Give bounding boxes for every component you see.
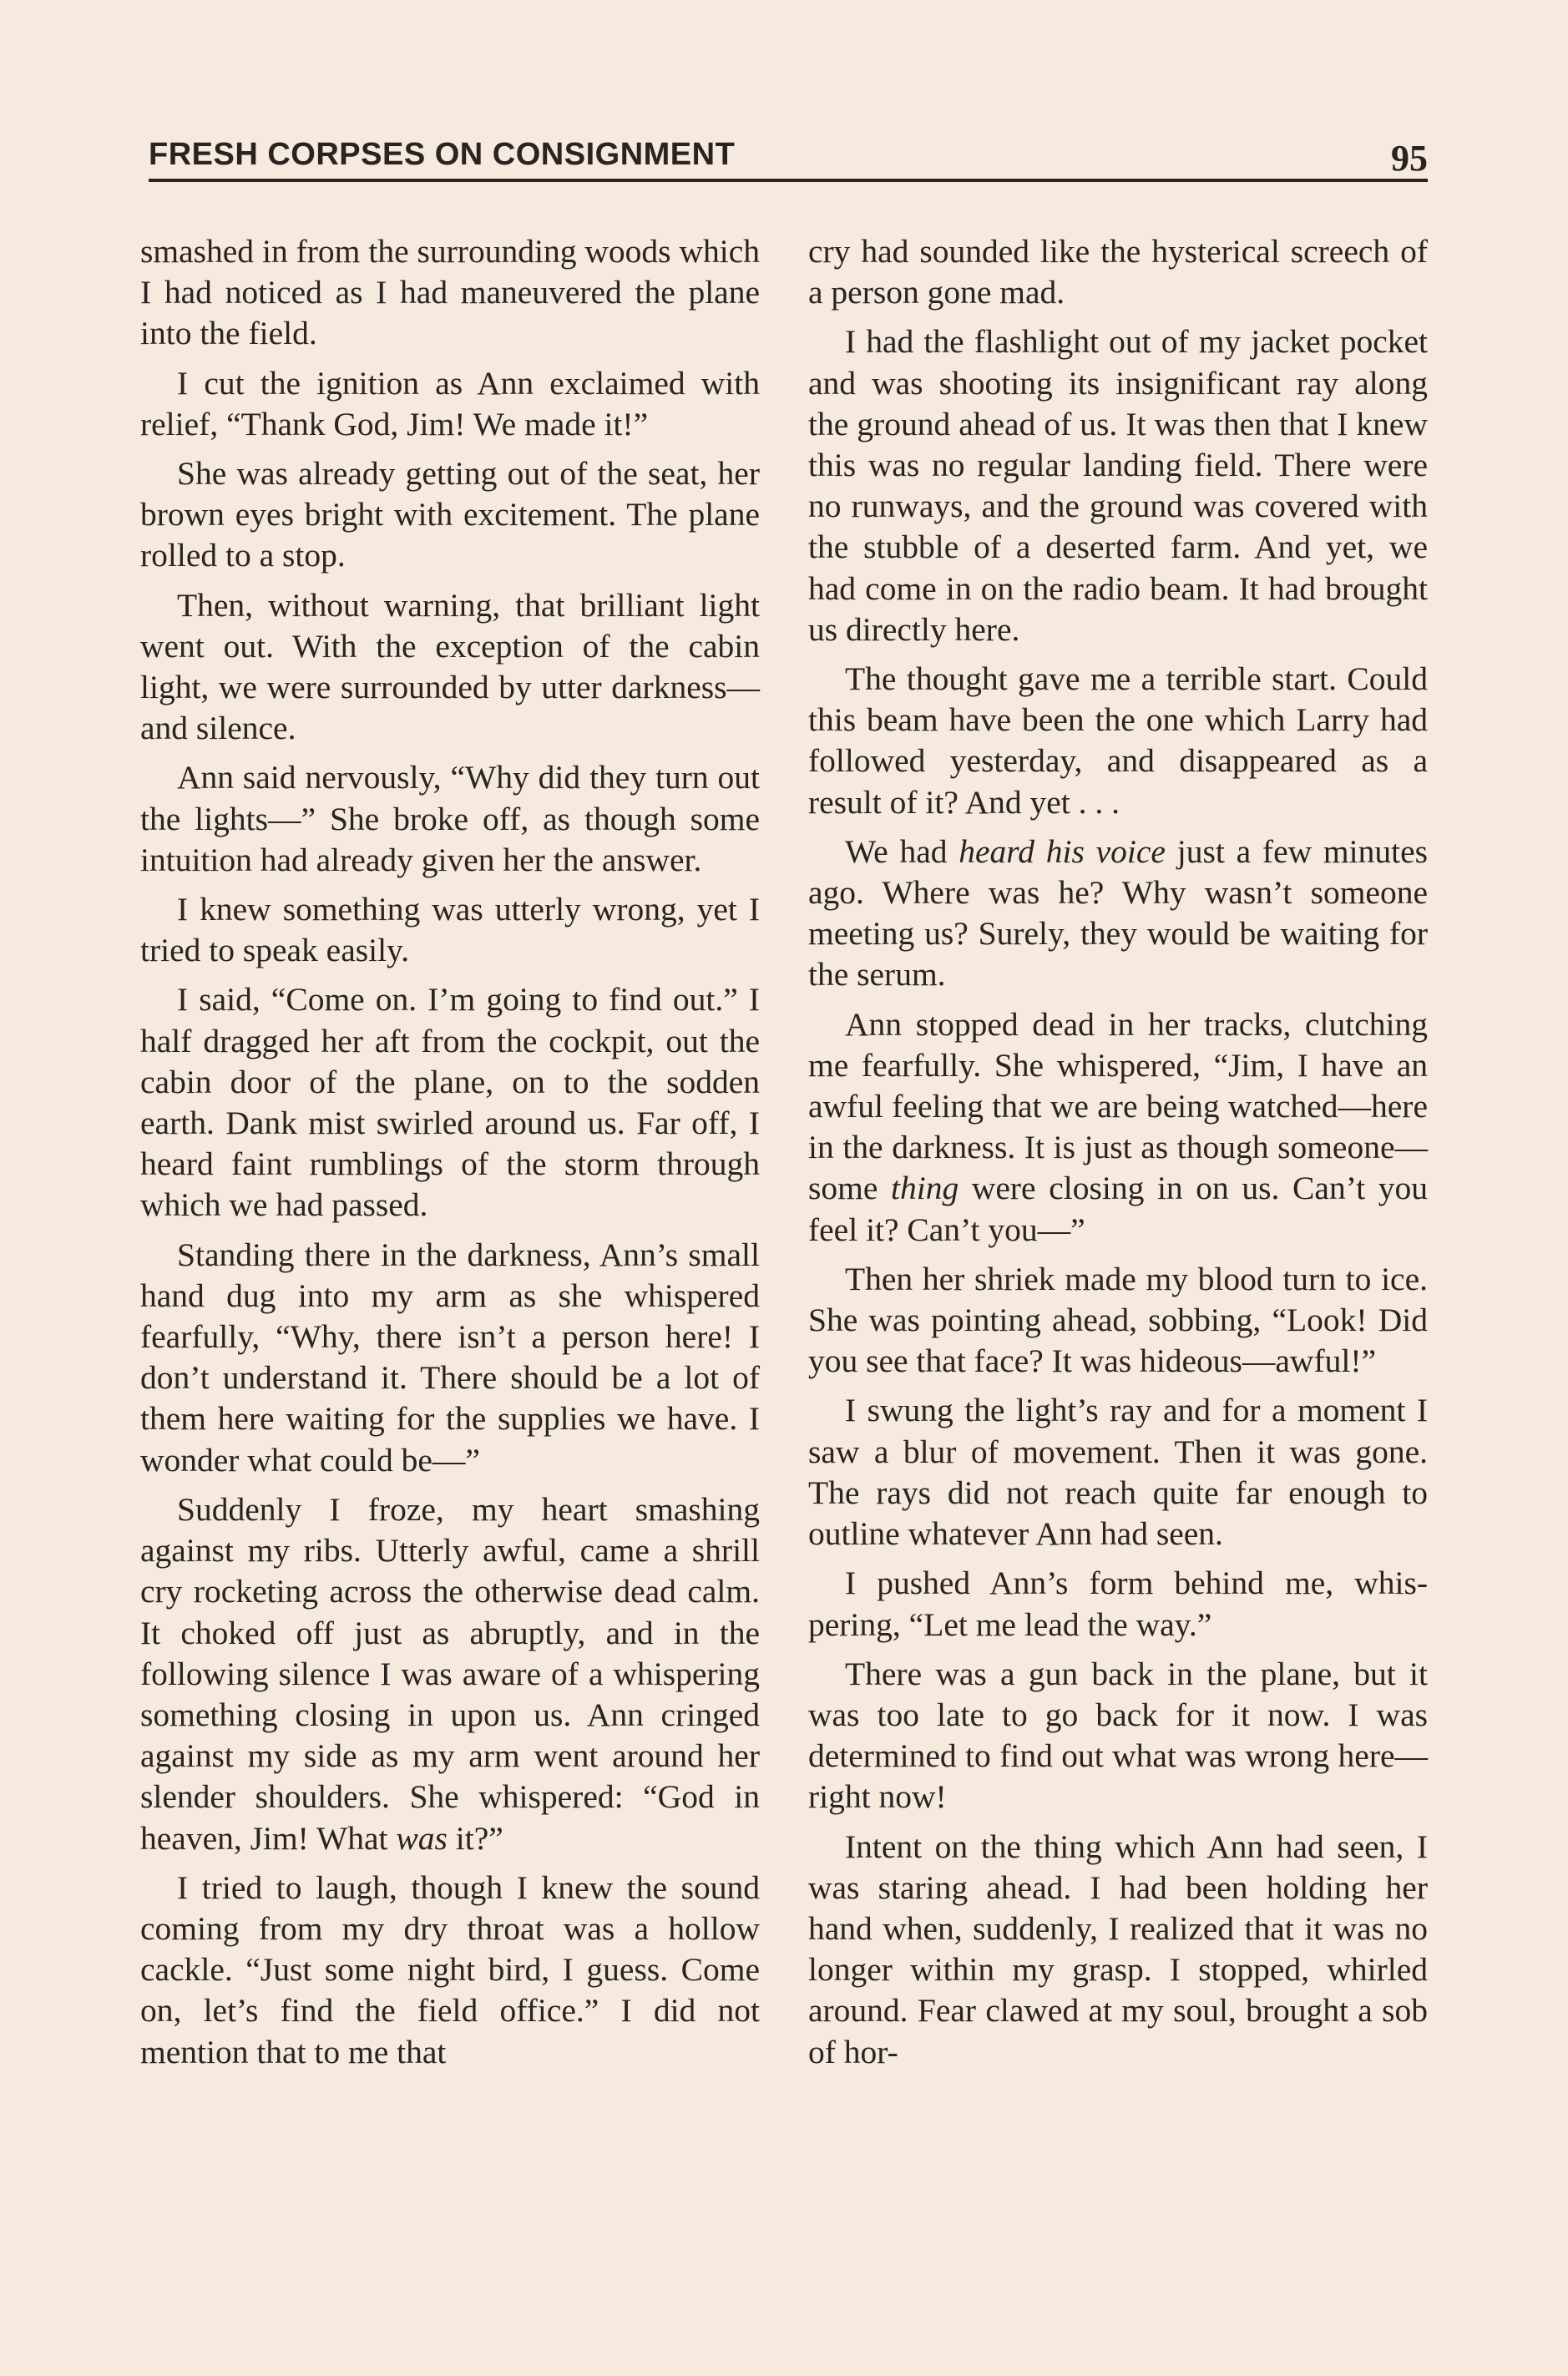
header-rule — [149, 179, 1428, 182]
paragraph: Intent on the thing which Ann had seen, I was staring ahead. I had been holding her hand when, suddenly, I realized that it was no longer within my grasp. I stopped, whirled around. Fear clawed at my soul, brought a sob of hor- — [808, 1827, 1428, 2070]
running-title: FRESH CORPSES ON CONSIGNMENT — [149, 137, 736, 172]
paragraph: Suddenly I froze, my heart smashing against my ribs. Utterly awful, came a shrill cry rocketing across the otherwise dead calm. It choked off just as abruptly, and in the following silence I was aware of a whispering something closing in upon us. Ann cringed against my side as my arm went around her slender shoulders. She whispered: “God in heaven, Jim! What was it?” — [140, 1490, 760, 1857]
paragraph: We had heard his voice just a few minutes ago. Where was he? Why wasn’t someone meeting us? Surely, they would be waiting for the serum. — [808, 832, 1428, 993]
paragraph: I knew something was utterly wrong, yet I tried to speak easily. — [140, 891, 760, 969]
text-columns — [140, 231, 1428, 2081]
page-number: 95 — [1391, 138, 1428, 179]
paragraph: smashed in from the surrounding woods which I had noticed as I had maneuvered the plane into the field. — [140, 233, 760, 352]
paragraph: Then, without warning, that brilliant light went out. With the exception of the cabin light, we were surrounded by utter darkness—and silence. — [140, 586, 760, 747]
paragraph: cry had sounded like the hysterical screech of a person gone mad. — [808, 233, 1428, 311]
paragraph: I said, “Come on. I’m going to find out.” I half dragged her aft from the cockpit, out the cabin door of the plane, on to the sodden earth. Dank mist swirled around us. Far off, I heard faint rumblings of the storm through which we had passed. — [140, 981, 760, 1224]
paragraph: I had the flashlight out of my jacket pocket and was shooting its insignificant ray along the ground ahead of us. It was then that I knew this was no regular landing field. There were no runways, and the ground was covered with the stubble of a deserted farm. And yet, we had come in on the radio beam. It had brought us directly here. — [808, 323, 1428, 648]
italic-emphasis: heard his voice — [959, 832, 1166, 870]
paragraph: Then her shriek made my blood turn to ice. She was pointing ahead, sobbing, “Look! Did you see that face? It was hideous—awful!” — [808, 1260, 1428, 1380]
paragraph: I cut the ignition as Ann exclaimed with relief, “Thank God, Jim! We made it!” — [140, 364, 760, 442]
paragraph: I pushed Ann’s form behind me, whispering, “Let me lead the way.” — [808, 1565, 1428, 1643]
paragraph: The thought gave me a terrible start. Could this beam have been the one which Larry had followed yesterday, and disappeared as a result of it? And yet . . . — [808, 660, 1428, 821]
left-column — [140, 231, 760, 2081]
paragraph: There was a gun back in the plane, but it was too late to go back for it now. I was determined to find out what was wrong here—right now! — [808, 1655, 1428, 1816]
italic-emphasis: was — [396, 1819, 448, 1857]
running-header — [149, 129, 1428, 179]
paragraph: She was already getting out of the seat, her brown eyes bright with excitement. The plane rolled to a stop. — [140, 455, 760, 574]
paragraph: I tried to laugh, though I knew the sound coming from my dry throat was a hollow cackle. “Just some night bird, I guess. Come on, let’s find the field office.” I did not mention that to me that — [140, 1868, 760, 2070]
paragraph: I swung the light’s ray and for a moment I saw a blur of movement. Then it was gone. The rays did not reach quite far enough to outline whatever Ann had seen. — [808, 1392, 1428, 1553]
paragraph: Standing there in the darkness, Ann’s small hand dug into my arm as she whispered fearfully, “Why, there isn’t a person here! I don’t understand it. There should be a lot of them here waiting for the supplies we have. I wonder what could be—” — [140, 1236, 760, 1479]
paragraph: Ann stopped dead in her tracks, clutching me fearfully. She whispered, “Jim, I have an awful feeling that we are being watched—here in the darkness. It is just as though someone—some thing were closing in on us. Can’t you feel it? Can’t you—” — [808, 1005, 1428, 1248]
right-column — [808, 231, 1428, 2081]
paragraph: Ann said nervously, “Why did they turn out the lights—” She broke off, as though some intuition had already given her the answer. — [140, 759, 760, 878]
italic-emphasis: thing — [891, 1170, 959, 1207]
